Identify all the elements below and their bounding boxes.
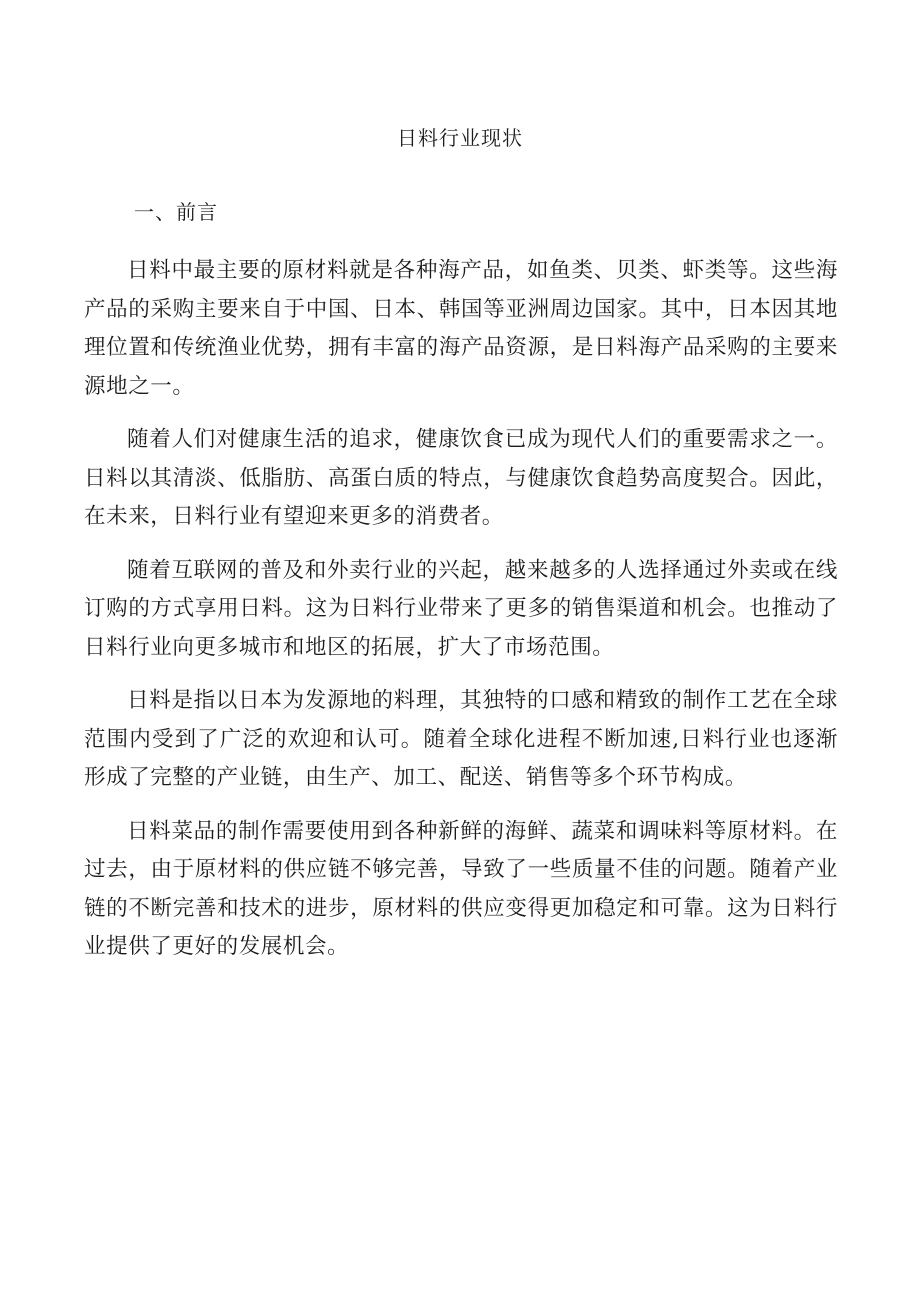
section-heading: 一、前言 [134, 200, 218, 224]
page-title: 日料行业现状 [397, 126, 523, 150]
paragraph-5: 日料菜品的制作需要使用到各种新鲜的海鲜、蔬菜和调味料等原材料。在过去，由于原材料的供应链不够完善，导致了一些质量不佳的问题。随着产业链的不断完善和技术的进步，原材料的供应变得更加稳定和可靠。这为日料行业提供了更好的发展机会。 [84, 818, 838, 959]
paragraph-4: 日料是指以日本为发源地的料理，其独特的口感和精致的制作工艺在全球范围内受到了广泛的欢迎和认可。随着全球化进程不断加速,日料行业也逐渐形成了完整的产业链，由生产、加工、配送、销售等多个环节构成。 [84, 688, 838, 790]
paragraph-1: 日料中最主要的原材料就是各种海产品，如鱼类、贝类、虾类等。这些海产品的采购主要来自于中国、日本、韩国等亚洲周边国家。其中，日本因其地理位置和传统渔业优势，拥有丰富的海产品资源，是日料海产品采购的主要来源地之一。 [84, 258, 838, 399]
paragraph-3: 随着互联网的普及和外卖行业的兴起，越来越多的人选择通过外卖或在线订购的方式享用日料。这为日料行业带来了更多的销售渠道和机会。也推动了日料行业向更多城市和地区的拓展，扩大了市场范围。 [84, 557, 838, 660]
document-body [84, 252, 838, 982]
paragraph-2: 随着人们对健康生活的追求，健康饮食已成为现代人们的重要需求之一。日料以其清淡、低脂肪、高蛋白质的特点，与健康饮食趋势高度契合。因此，在未来，日料行业有望迎来更多的消费者。 [84, 427, 838, 529]
